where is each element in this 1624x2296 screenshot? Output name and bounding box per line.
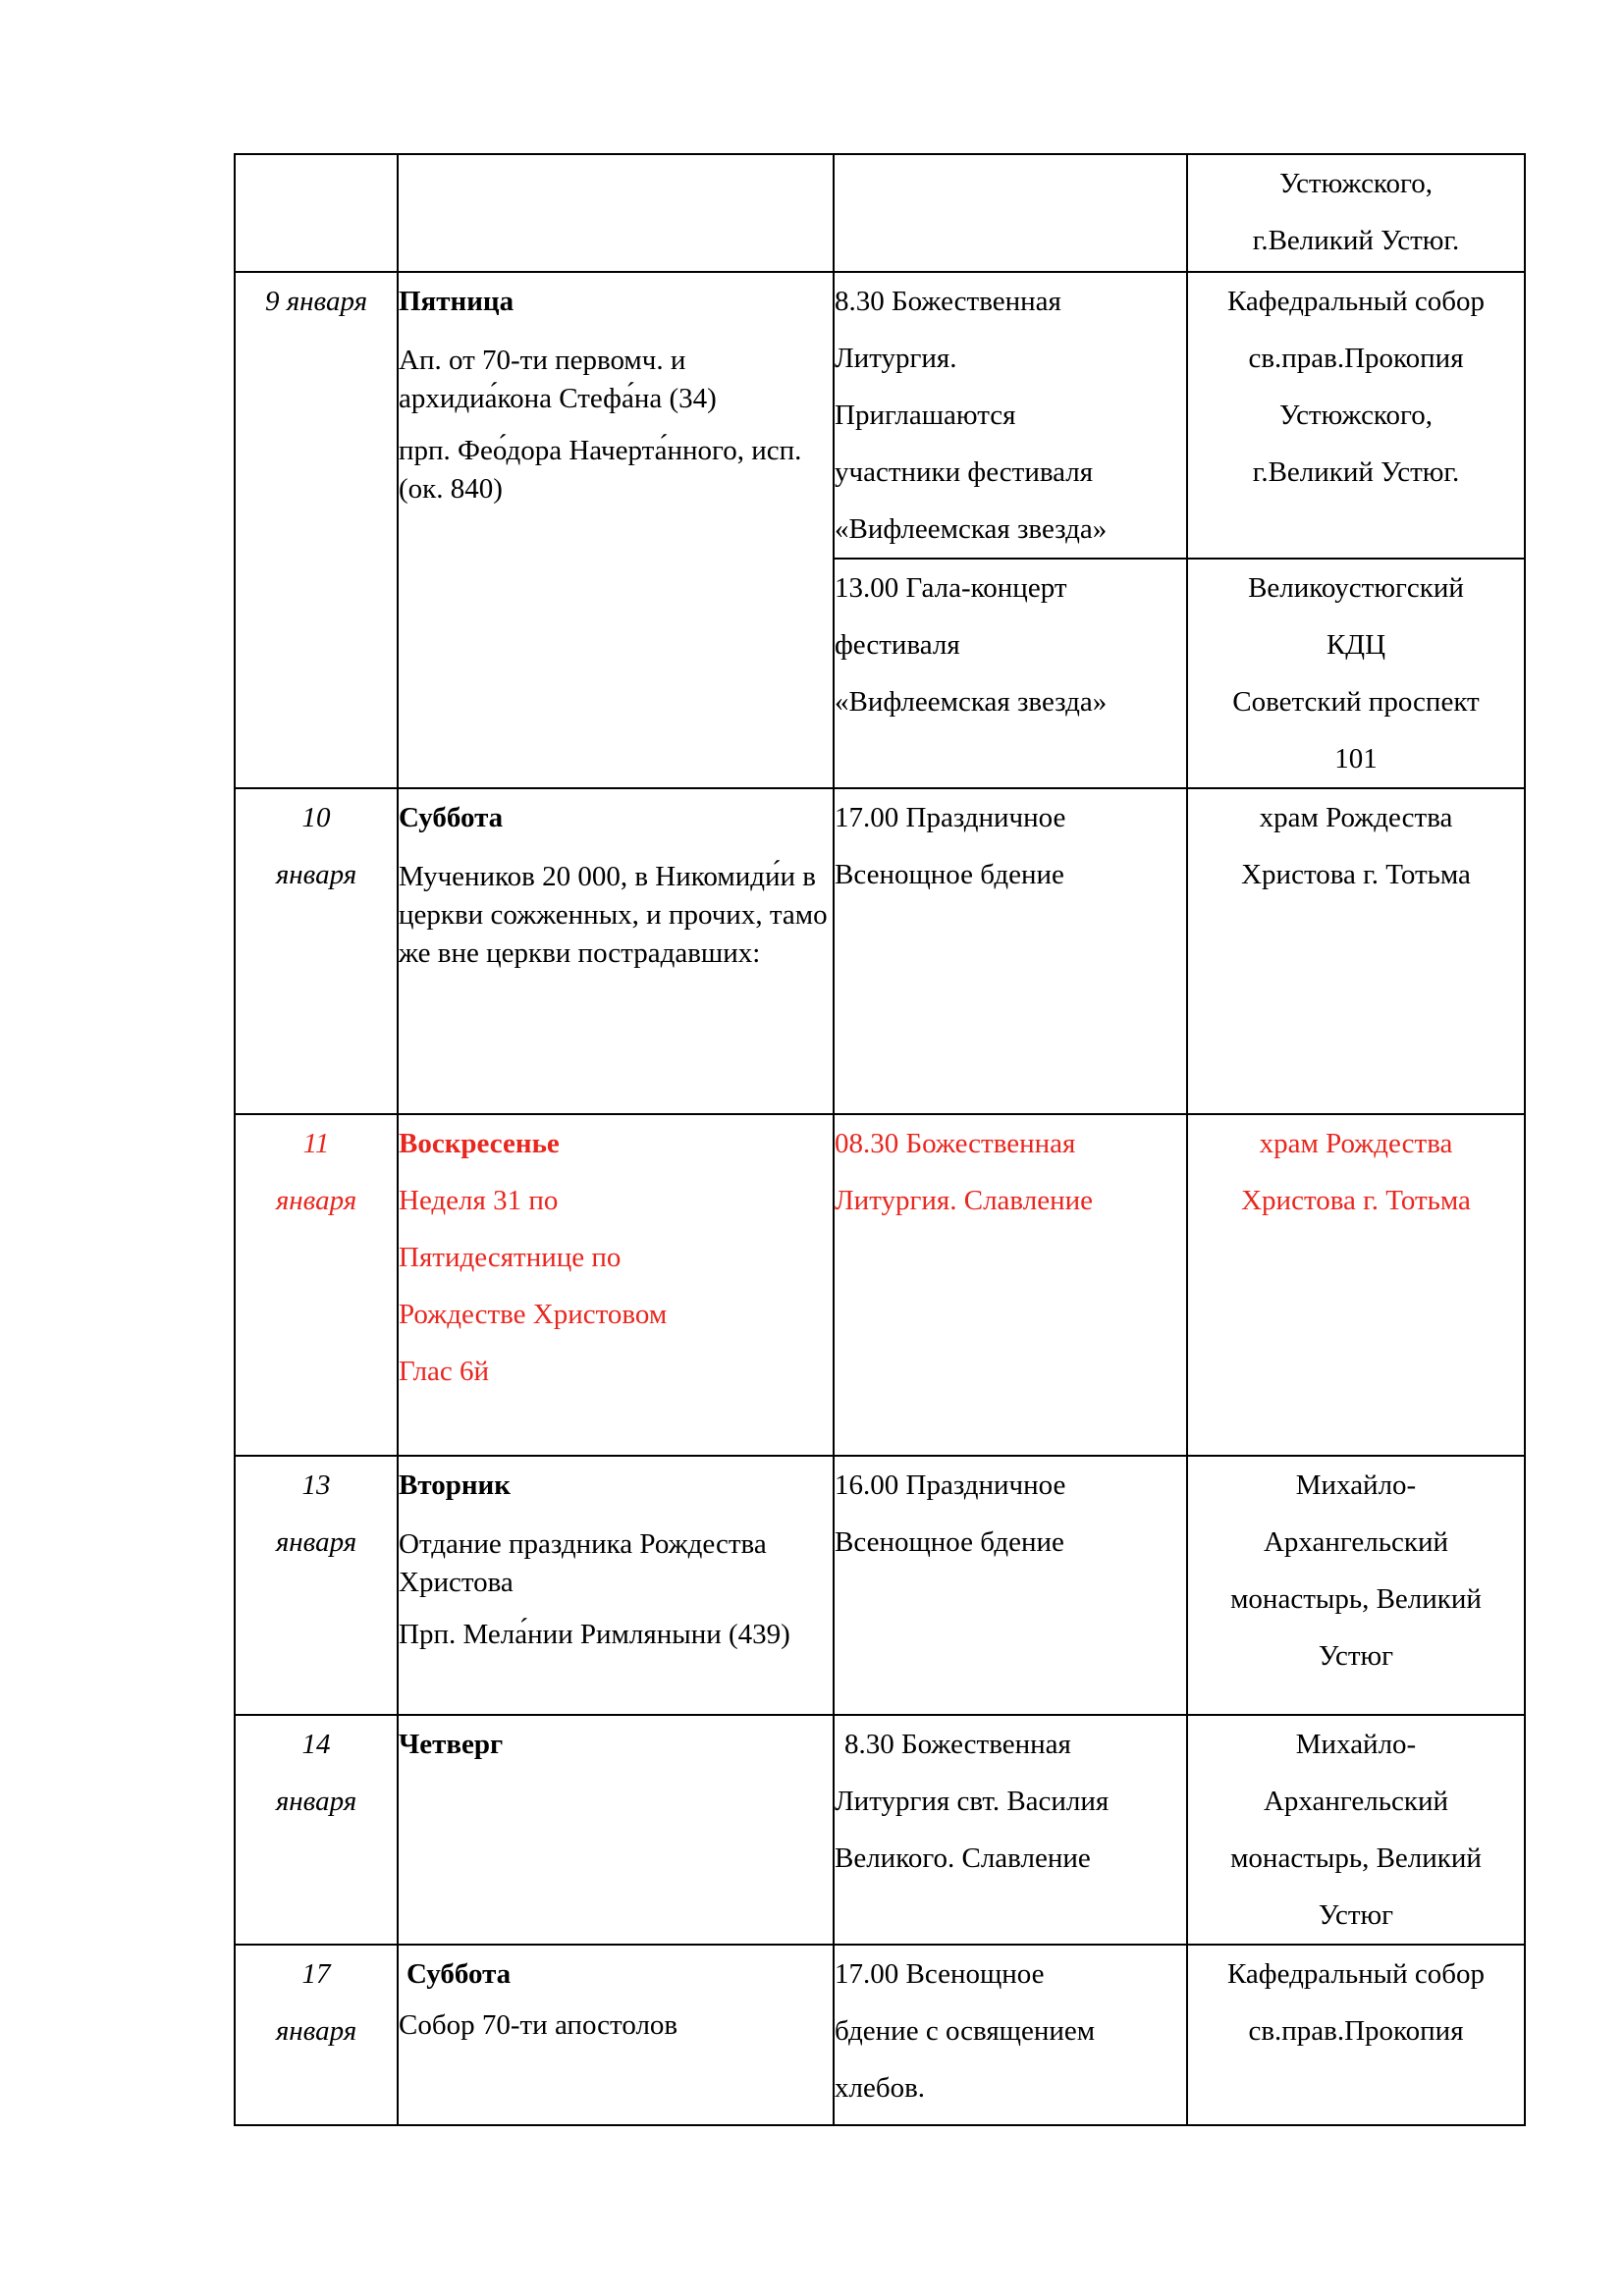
event-cell [834,1456,1187,1715]
event-cell [834,1114,1187,1456]
place-line: Великоустюгский [1248,572,1464,604]
day-line: Неделя 31 по [399,1185,559,1216]
day-cell [398,1715,834,1945]
event-cell [834,1945,1187,2125]
event-line: 16.00 Праздничное [835,1469,1066,1501]
date-text: января [275,2015,357,2047]
schedule-table [234,153,1526,2126]
date-text: января [275,1185,357,1216]
event-line: 17.00 Всенощное [835,1958,1045,1990]
place-line: Устюжского, [1279,400,1433,431]
place-cell [1187,788,1525,1114]
place-cell [1187,154,1525,272]
place-line: Архангельский [1263,1786,1449,1817]
feast-text: Собор 70-ти апостолов [399,2009,678,2041]
day-name: Четверг [399,1729,504,1760]
date-text: 10 [301,802,331,833]
event-line: 17.00 Праздничное [835,802,1066,833]
date-cell [235,1114,398,1456]
place-cell [1187,1945,1525,2125]
feast-text: прп. Фео́дора Начерта́нного, исп. (ок. 840) [399,435,802,505]
event-line: 8.30 Божественная [844,1729,1071,1760]
place-line: Советский проспект [1232,686,1480,718]
day-name: Пятница [399,286,514,317]
table-row [235,1945,1525,2125]
date-cell [235,1715,398,1945]
event-line: участники фестиваля [835,456,1094,488]
date-text: 11 [302,1128,330,1159]
place-line: храм Рождества [1259,1128,1453,1159]
event-line: Великого. Славление [835,1842,1091,1874]
feast-text: Ап. от 70-ти первомч. и архидиа́кона Стефа́на (34) [399,345,717,414]
place-cell [1187,272,1525,559]
day-name: Вторник [399,1469,511,1501]
place-line: монастырь, Великий [1230,1583,1482,1615]
event-line: Приглашаются [835,400,1016,431]
day-line: Пятидесятнице по [399,1242,622,1273]
place-line: Михайло- [1295,1469,1417,1501]
day-line: Рождестве Христовом [399,1299,668,1330]
day-cell [398,788,834,1114]
date-cell [235,788,398,1114]
date-cell [235,154,398,272]
place-line: Устюг [1318,1640,1394,1672]
place-line: г.Великий Устюг. [1252,225,1460,256]
day-line: Глас 6й [399,1356,490,1387]
date-text: января [275,859,357,890]
feast-text: Прп. Мела́нии Римляныни (439) [399,1619,790,1650]
table-row [235,788,1525,1114]
place-line: св.прав.Прокопия [1248,2015,1464,2047]
date-cell [235,1456,398,1715]
table-row [235,1456,1525,1715]
date-cell [235,272,398,788]
place-cell [1187,1456,1525,1715]
event-line: Литургия. [835,343,957,374]
place-line: г.Великий Устюг. [1252,456,1460,488]
event-line: Всенощное бдение [835,859,1064,890]
event-line: бдение с освящением [835,2015,1096,2047]
date-text: 9 января [264,286,368,317]
day-name: Суббота [399,802,504,833]
day-name: Суббота [406,1958,512,1990]
day-cell [398,1945,834,2125]
day-cell [398,1114,834,1456]
date-text: 17 [301,1958,331,1990]
event-cell [834,272,1187,559]
event-cell [834,788,1187,1114]
place-cell [1187,1715,1525,1945]
place-line: 101 [1334,743,1378,774]
place-line: Кафедральный собор [1226,286,1486,317]
place-line: Михайло- [1295,1729,1417,1760]
day-name: Воскресенье [399,1128,560,1159]
event-line: 13.00 Гала-концерт [835,572,1067,604]
table-row [235,1715,1525,1945]
day-cell [398,154,834,272]
day-cell [398,1456,834,1715]
event-cell [834,1715,1187,1945]
place-line: Христова г. Тотьма [1241,1185,1471,1216]
place-line: Устюг [1318,1899,1394,1931]
place-line: монастырь, Великий [1230,1842,1482,1874]
place-line: Устюжского, [1279,168,1433,199]
event-cell [834,154,1187,272]
table-row [235,1114,1525,1456]
feast-text: Мучеников 20 000, в Никомиди́и в церкви сожженных, и прочих, тамо же вне церкви пострадавших: [399,861,828,969]
place-line: св.прав.Прокопия [1248,343,1464,374]
place-cell [1187,559,1525,788]
table-row [235,154,1525,272]
date-text: января [275,1786,357,1817]
event-line: «Вифлеемская звезда» [835,513,1108,545]
date-text: 13 [301,1469,331,1501]
place-line: Архангельский [1263,1526,1449,1558]
place-line: Кафедральный собор [1226,1958,1486,1990]
place-line: храм Рождества [1259,802,1453,833]
event-line: «Вифлеемская звезда» [835,686,1108,718]
event-line: Литургия свт. Василия [835,1786,1110,1817]
feast-text: Отдание праздника Рождества Христова [399,1528,767,1598]
table-row [235,272,1525,559]
place-line: Христова г. Тотьма [1241,859,1471,890]
place-cell [1187,1114,1525,1456]
event-cell [834,559,1187,788]
event-line: 8.30 Божественная [835,286,1061,317]
event-line: фестиваля [835,629,960,661]
event-line: хлебов. [835,2072,926,2104]
event-line: 08.30 Божественная [835,1128,1076,1159]
day-cell [398,272,834,788]
place-line: КДЦ [1326,629,1386,661]
event-line: Всенощное бдение [835,1526,1064,1558]
date-text: января [275,1526,357,1558]
date-text: 14 [301,1729,331,1760]
date-cell [235,1945,398,2125]
event-line: Литургия. Славление [835,1185,1093,1216]
